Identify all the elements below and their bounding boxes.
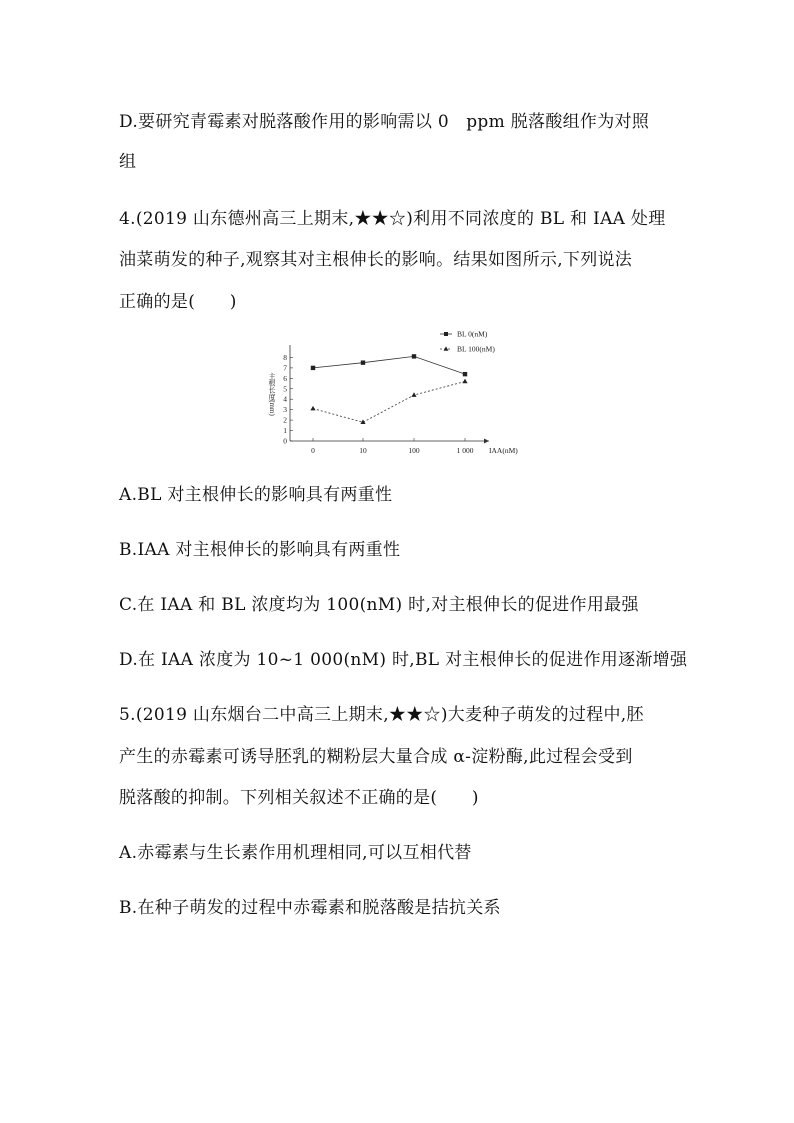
legend-marker-2 [444,346,449,350]
y-tick-label: 2 [283,415,287,425]
series-line-1 [313,356,465,374]
legend-marker-1 [444,332,448,336]
data-point-bl100 [462,379,467,384]
legend-label-2: BL 100(nM) [457,344,495,354]
option-b-q5: B.在种子萌发的过程中赤霉素和脱落酸是拮抗关系 [119,898,501,918]
data-point-bl100 [310,406,315,411]
y-tick-label: 7 [283,363,287,373]
y-axis-label: 主根长度(mm) [268,372,276,416]
y-tick-label: 8 [283,352,287,362]
question-4-stem-2: 油菜萌发的种子,观察其对主根伸长的影响。结果如图所示,下列说法 [119,250,633,270]
x-tick-label: 1 000 [456,446,474,455]
option-b-q4: B.IAA 对主根伸长的影响具有两重性 [119,540,401,560]
x-axis-arrow [484,439,489,444]
legend-label-1: BL 0(nM) [457,329,488,339]
root-length-chart [255,322,545,462]
data-point-bl0 [463,372,467,376]
y-tick-label: 0 [283,436,287,446]
data-point-bl0 [311,366,315,370]
option-c-q4: C.在 IAA 和 BL 浓度均为 100(nM) 时,对主根伸长的促进作用最强 [119,595,639,615]
series-line-2 [313,381,465,422]
y-tick-label: 5 [283,384,287,394]
option-a-q5: A.赤霉素与生长素作用机理相同,可以互相代替 [119,843,472,863]
option-a-q4: A.BL 对主根伸长的影响具有两重性 [119,485,393,505]
x-tick-label: 100 [408,446,420,455]
option-d-q3: D.要研究青霉素对脱落酸作用的影响需以 0 ppm 脱落酸组作为对照 [119,112,650,132]
y-tick-label: 6 [283,373,287,383]
x-tick-label: 0 [311,446,315,455]
question-5-stem-1: 5.(2019 山东烟台二中高三上期末,★★☆)大麦种子萌发的过程中,胚 [119,705,644,725]
y-tick-label: 3 [283,405,287,415]
x-tick-label: 10 [359,446,367,455]
question-4-stem-1: 4.(2019 山东德州高三上期末,★★☆)利用不同浓度的 BL 和 IAA 处理 [119,209,666,229]
data-point-bl0 [412,354,416,358]
data-point-bl0 [361,360,365,364]
option-d-q4: D.在 IAA 浓度为 10~1 000(nM) 时,BL 对主根伸长的促进作用逐渐增强 [119,650,688,670]
data-point-bl100 [411,392,416,397]
question-4-stem-3: 正确的是( ) [119,292,237,312]
question-5-stem-2: 产生的赤霉素可诱导胚乳的糊粉层大量合成 α-淀粉酶,此过程会受到 [119,747,633,767]
question-5-stem-3: 脱落酸的抑制。下列相关叙述不正确的是( ) [119,788,479,808]
x-axis-label: IAA(nM) [489,446,518,455]
y-tick-label: 1 [283,426,287,436]
y-tick-label: 4 [283,394,287,404]
option-d-q3-cont: 组 [119,152,137,172]
